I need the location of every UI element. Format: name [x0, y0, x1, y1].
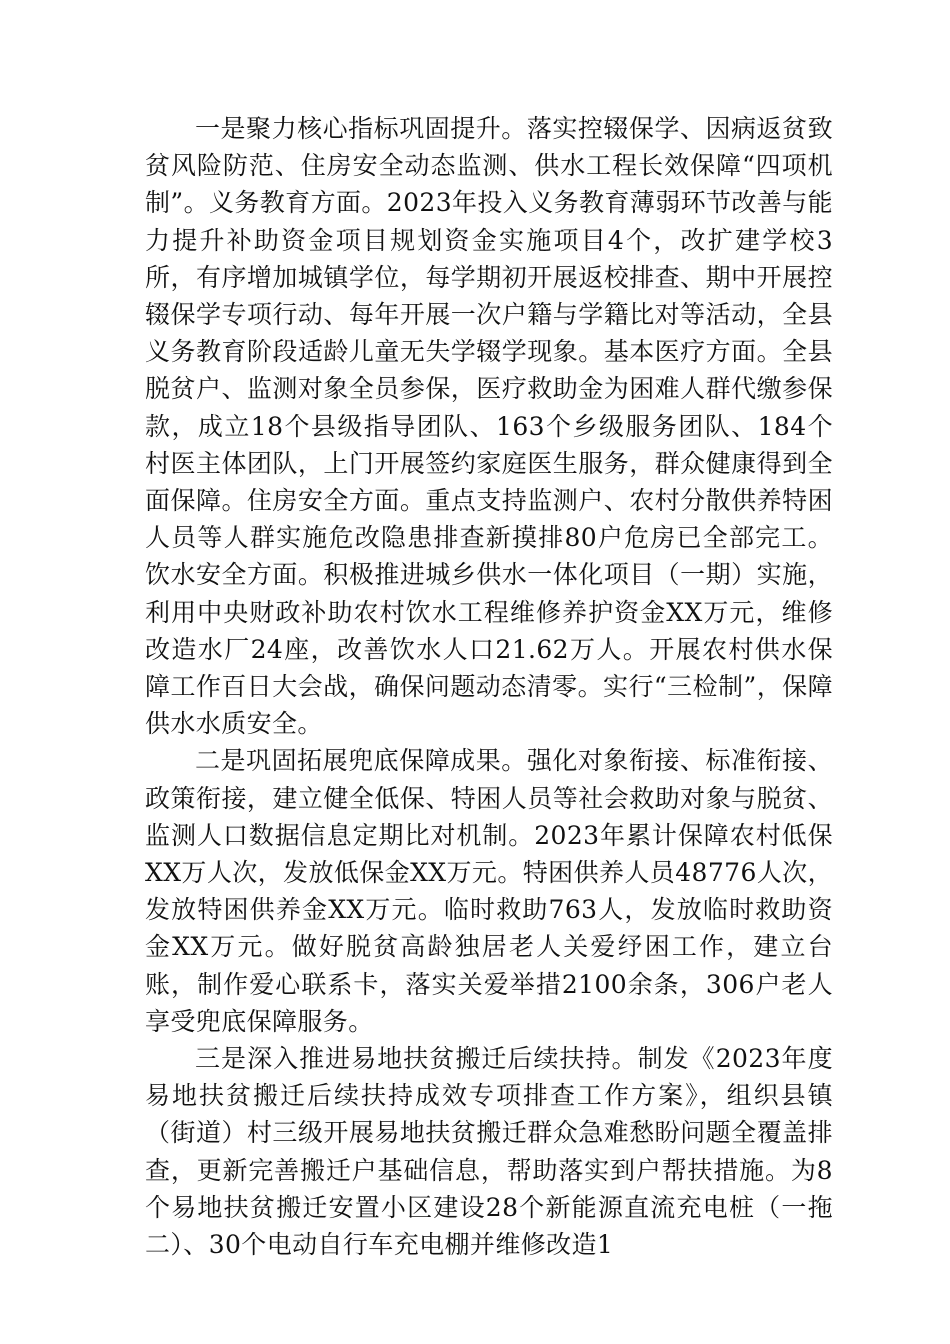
document-page	[145, 110, 833, 1263]
paragraph-relocation-support: 三是深入推进易地扶贫搬迁后续扶持。制发《2023年度易地扶贫搬迁后续扶持成效专项排查工作方案》，组织县镇（街道）村三级开展易地扶贫搬迁群众急难愁盼问题全覆盖排查，更新完善搬迁户基础信息，帮助落实到户帮扶措施。为8个易地扶贫搬迁安置小区建设28个新能源直流充电桩（一拖二）、30个电动自行车充电棚并维修改造1	[145, 1044, 833, 1260]
paragraph-social-security: 二是巩固拓展兜底保障成果。强化对象衔接、标准衔接、政策衔接，建立健全低保、特困人员等社会救助对象与脱贫、监测人口数据信息定期比对机制。2023年累计保障农村低保XX万人次，发放低保金XX万元。特困供养人员48776人次，发放特困供养金XX万元。临时救助763人，发放临时救助资金XX万元。做好脱贫高龄独居老人关爱纾困工作，建立台账，制作爱心联系卡，落实关爱举措2100余条，306户老人享受兜底保障服务。	[145, 746, 833, 1036]
paragraph-core-indicators: 一是聚力核心指标巩固提升。落实控辍保学、因病返贫致贫风险防范、住房安全动态监测、供水工程长效保障“四项机制”。义务教育方面。2023年投入义务教育薄弱环节改善与能力提升补助资金项目规划资金实施项目4个，改扩建学校3所，有序增加城镇学位，每学期初开展返校排查、期中开展控辍保学专项行动、每年开展一次户籍与学籍比对等活动，全县义务教育阶段适龄儿童无失学辍学现象。基本医疗方面。全县脱贫户、监测对象全员参保，医疗救助金为困难人群代缴参保款，成立18个县级指导团队、163个乡级服务团队、184个村医主体团队，上门开展签约家庭医生服务，群众健康得到全面保障。住房安全方面。重点支持监测户、农村分散供养特困人员等人群实施危改隐患排查新摸排80户危房已全部完工。饮水安全方面。积极推进城乡供水一体化项目（一期）实施，利用中央财政补助农村饮水工程维修养护资金XX万元，维修改造水厂24座，改善饮水人口21.62万人。开展农村供水保障工作百日大会战，确保问题动态清零。实行“三检制”，保障供水水质安全。	[145, 114, 834, 739]
